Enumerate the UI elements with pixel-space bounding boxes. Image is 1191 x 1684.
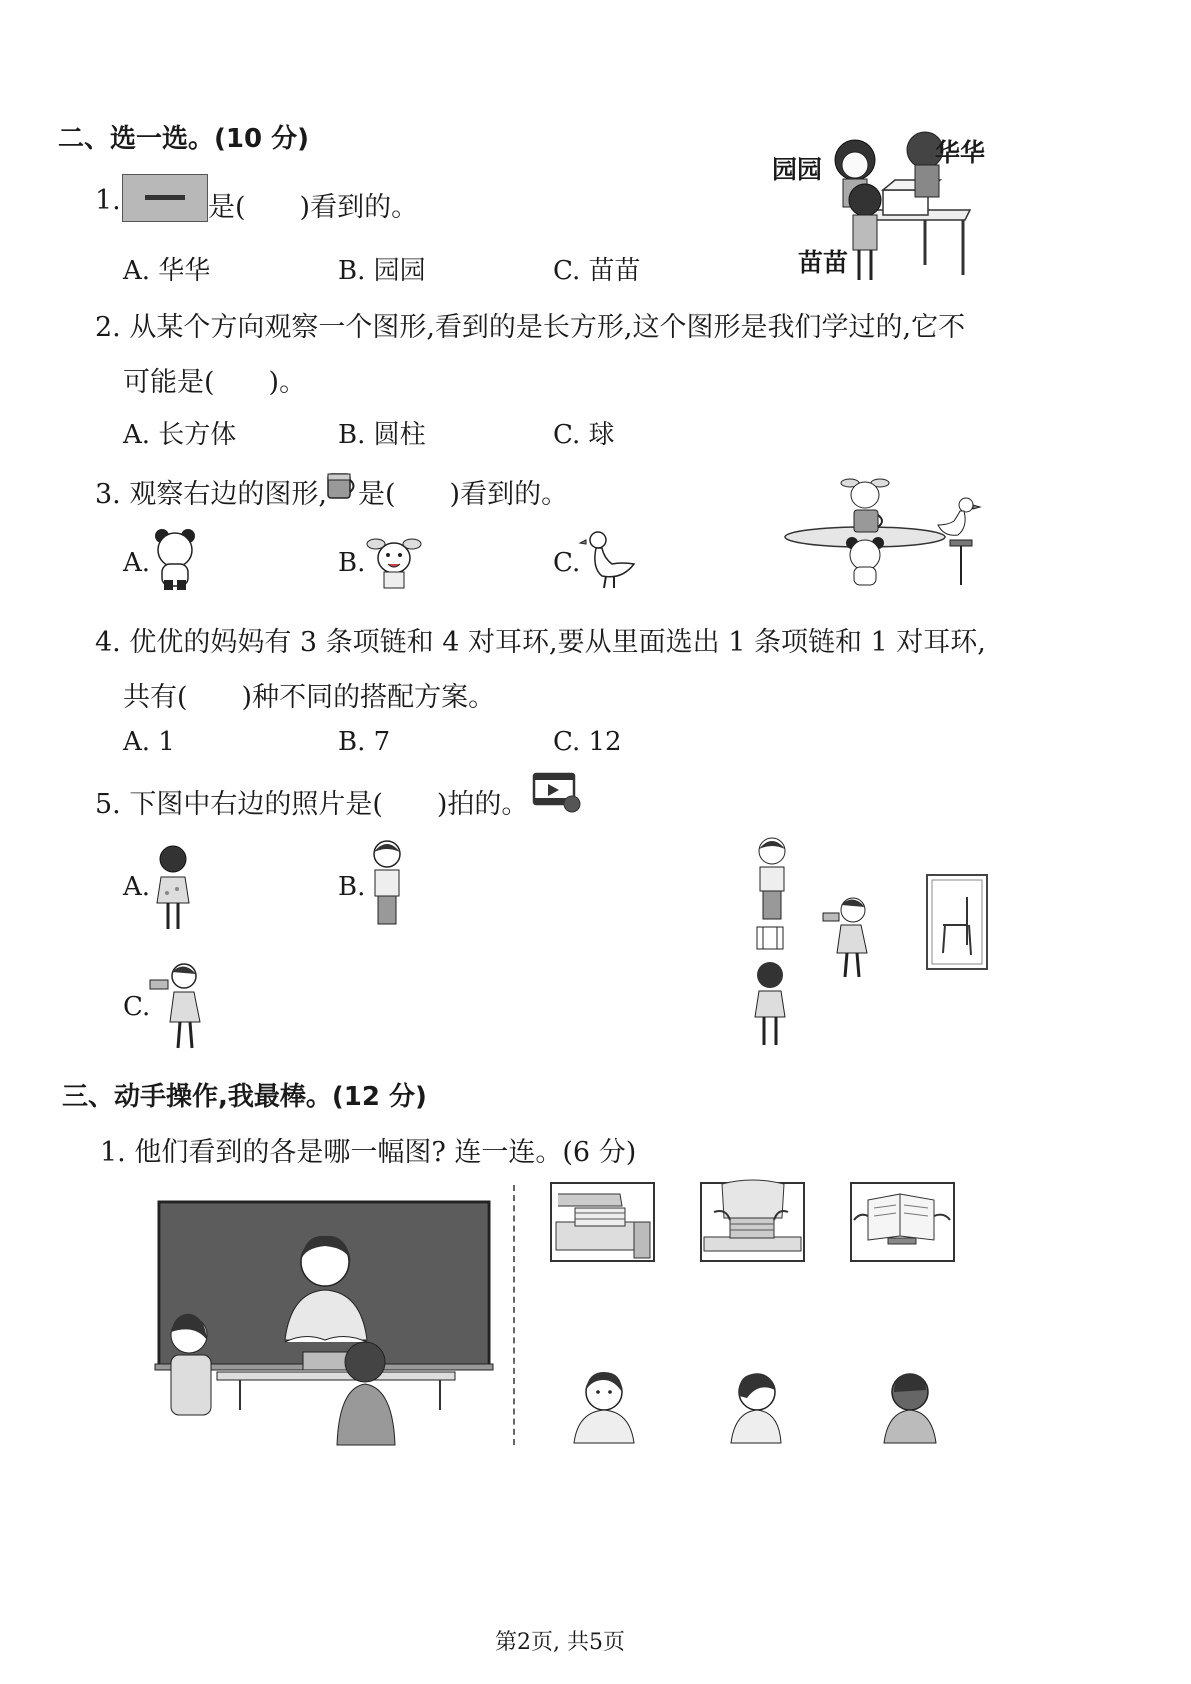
girl-front-portrait[interactable] bbox=[568, 1368, 640, 1443]
girl-back-icon bbox=[153, 843, 193, 935]
q1-name-miaomiao: 苗苗 bbox=[798, 248, 849, 277]
q4-option-c[interactable]: C. 12 bbox=[553, 727, 622, 757]
girl-side-portrait[interactable] bbox=[725, 1368, 785, 1443]
q1-number: 1. bbox=[95, 185, 121, 216]
q2-option-b[interactable]: B. 圆柱 bbox=[338, 420, 426, 450]
page-footer: 第2页, 共5页 bbox=[495, 1630, 625, 1655]
dashed-divider bbox=[513, 1185, 515, 1445]
q5-text: 5. 下图中右边的照片是( )拍的。 bbox=[95, 789, 529, 820]
boy-front-icon bbox=[366, 838, 408, 930]
girl-camera-icon bbox=[148, 960, 206, 1052]
q2-option-c[interactable]: C. 球 bbox=[553, 420, 615, 450]
q5-option-c[interactable]: C. bbox=[123, 992, 151, 1022]
view-picture-2[interactable] bbox=[700, 1182, 805, 1262]
q2-text-line1: 2. 从某个方向观察一个图形,看到的是长方形,这个图形是我们学过的,它不 bbox=[95, 312, 966, 343]
s3-q1-text: 1. 他们看到的各是哪一幅图? 连一连。(6 分) bbox=[100, 1137, 637, 1168]
q3-option-c[interactable]: C. bbox=[553, 548, 581, 578]
q4-text-line1: 4. 优优的妈妈有 3 条项链和 4 对耳环,要从里面选出 1 条项链和 1 对耳环, bbox=[95, 627, 986, 658]
q3-option-b[interactable]: B. bbox=[338, 548, 366, 578]
q5-option-a[interactable]: A. bbox=[123, 872, 151, 902]
q1-option-c[interactable]: C. 苗苗 bbox=[553, 256, 641, 286]
classroom-scene bbox=[155, 1200, 495, 1445]
q1-option-a[interactable]: A. 华华 bbox=[123, 256, 211, 286]
q2-option-a[interactable]: A. 长方体 bbox=[123, 420, 237, 450]
rabbit-front-icon bbox=[366, 530, 422, 590]
q3-scene-illustration bbox=[780, 465, 995, 590]
q1-view-box bbox=[122, 174, 208, 222]
section-2-title: 二、选一选。(10 分) bbox=[58, 124, 309, 154]
view-picture-1[interactable] bbox=[550, 1182, 655, 1262]
q3-text-prefix: 3. 观察右边的图形, bbox=[95, 479, 327, 510]
q1-name-yuanyuan: 园园 bbox=[772, 155, 823, 184]
boy-side-portrait[interactable] bbox=[880, 1368, 940, 1443]
q5-option-b[interactable]: B. bbox=[338, 872, 366, 902]
q1-option-b[interactable]: B. 园园 bbox=[338, 256, 426, 286]
panda-back-icon bbox=[150, 528, 200, 592]
q4-option-b[interactable]: B. 7 bbox=[338, 727, 391, 757]
section-3-title: 三、动手操作,我最棒。(12 分) bbox=[62, 1082, 427, 1112]
q3-option-a[interactable]: A. bbox=[123, 548, 151, 578]
q4-option-a[interactable]: A. 1 bbox=[123, 727, 175, 757]
q1-name-huahua: 华华 bbox=[935, 138, 986, 167]
q5-scene-illustration bbox=[745, 835, 995, 1050]
q1-text: 是( )看到的。 bbox=[208, 192, 419, 223]
video-play-icon[interactable] bbox=[532, 772, 584, 814]
duck-side-icon bbox=[582, 528, 636, 590]
q3-cup-view-icon bbox=[326, 470, 358, 502]
q3-text-suffix: 是( )看到的。 bbox=[358, 479, 569, 510]
view-picture-3[interactable] bbox=[850, 1182, 955, 1262]
q2-text-line2: 可能是( )。 bbox=[123, 367, 307, 398]
q4-text-line2: 共有( )种不同的搭配方案。 bbox=[123, 682, 496, 713]
